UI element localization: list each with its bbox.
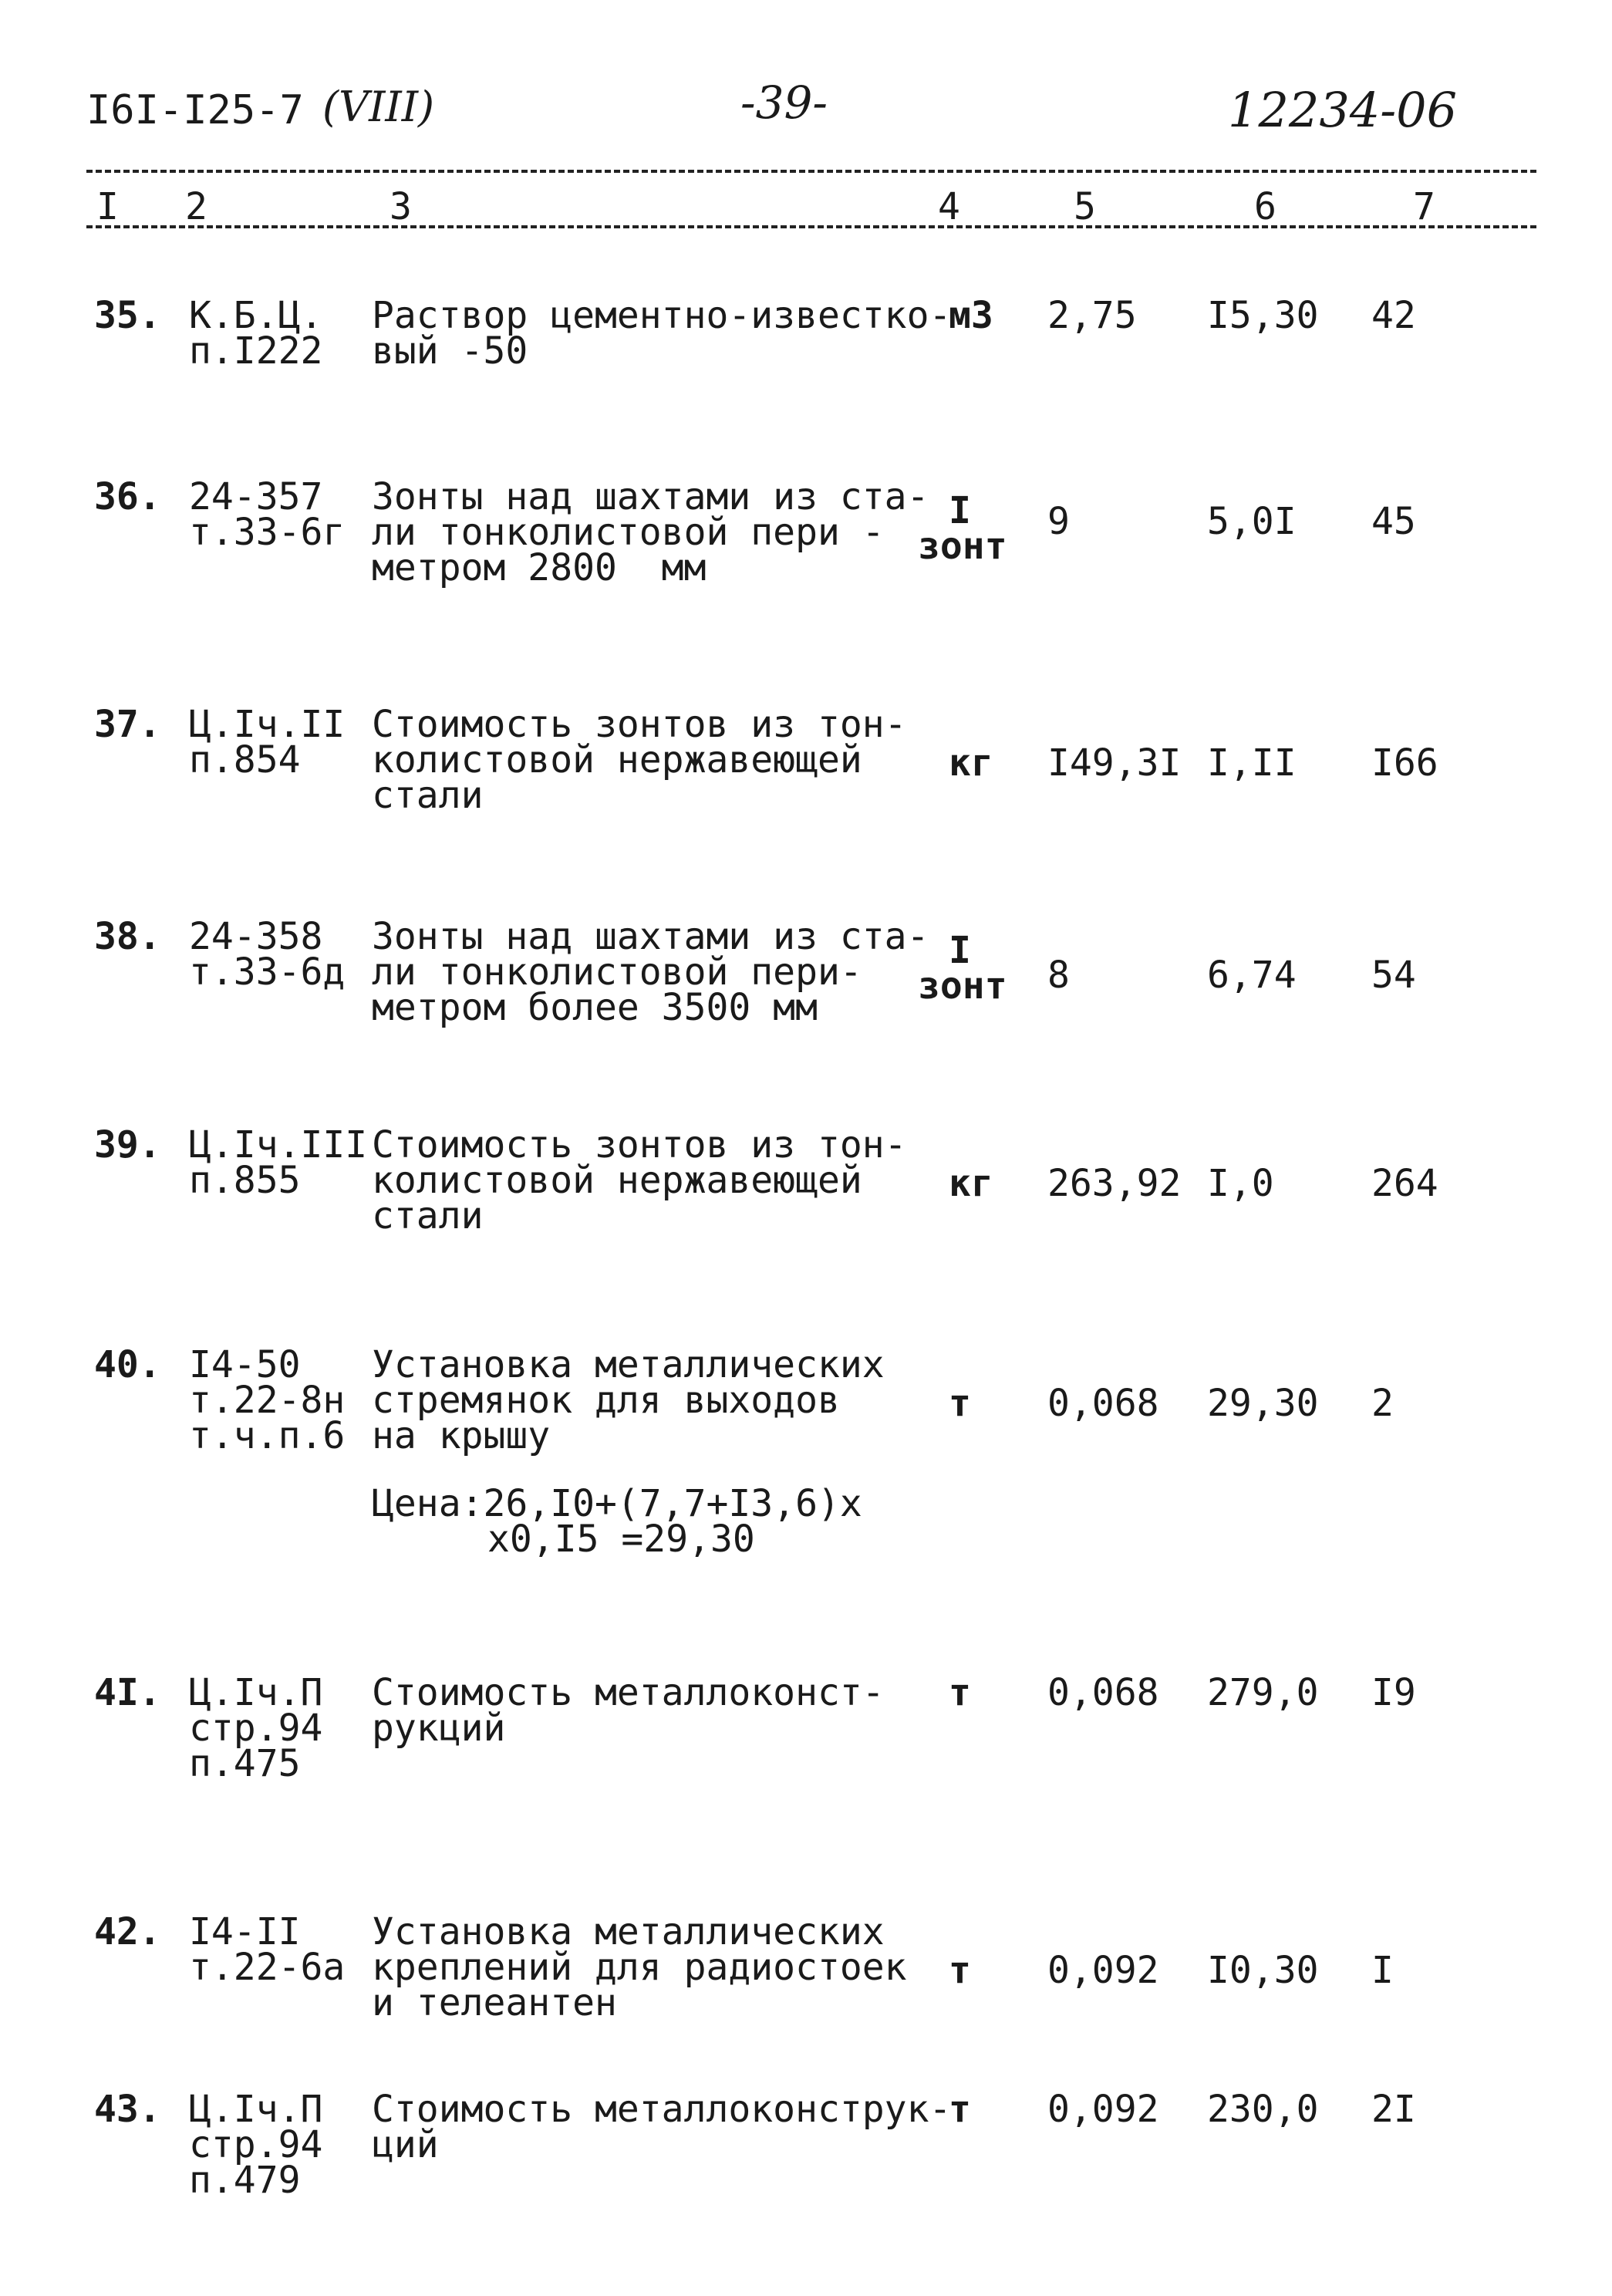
norm-code-line: I4-50 [189, 1343, 301, 1386]
total-cost-value: I9 [1371, 1671, 1416, 1714]
work-description-line: Установка металлических [372, 1343, 885, 1386]
unit-label: т [949, 2088, 971, 2131]
album-number: (VIII) [322, 83, 435, 131]
quantity-value: 9 [1047, 500, 1070, 543]
row-number: 36. [94, 475, 161, 518]
unit-label: зонт [918, 525, 1007, 568]
unit-count: I [949, 929, 971, 972]
norm-code-line: Ц.Iч.II [189, 703, 346, 746]
work-description-line: метром 2800 мм [372, 546, 707, 589]
total-cost-value: 54 [1371, 954, 1416, 997]
total-cost-value: 45 [1371, 500, 1416, 543]
work-description-line: Стоимость металлоконструк- [372, 2088, 952, 2131]
work-description-line: Стоимость зонтов из тон- [372, 703, 907, 746]
work-description-line: колистовой нержавеющей [372, 738, 862, 782]
work-description-line: Зонты над шахтами из ста- [372, 475, 929, 518]
column-number-6: 6 [1254, 185, 1276, 228]
document-number: 12234-06 [1228, 82, 1458, 138]
norm-code-line: т.22-8н [189, 1379, 346, 1422]
column-number-1: I [96, 185, 119, 228]
work-description-line: и телеантен [372, 1981, 617, 2024]
norm-code-line: стр.94 [189, 2123, 323, 2166]
norm-code-line: т.ч.п.6 [189, 1414, 346, 1457]
row-number: 40. [94, 1343, 161, 1386]
work-description-line: Зонты над шахтами из ста- [372, 915, 929, 958]
norm-code-line: 24-358 [189, 915, 323, 958]
quantity-value: 0,068 [1047, 1382, 1159, 1425]
quantity-value: 0,068 [1047, 1671, 1159, 1714]
row-number: 37. [94, 703, 161, 746]
work-description-line: стали [372, 1194, 484, 1237]
unit-count: I [949, 489, 971, 532]
total-cost-value: 2 [1371, 1382, 1394, 1425]
price-calculation-line: Цена:26,I0+(7,7+I3,6)х [372, 1482, 862, 1525]
work-description-line: Стоимость металлоконст- [372, 1671, 885, 1714]
unit-price-value: 29,30 [1207, 1382, 1319, 1425]
unit-label: т [949, 1949, 971, 1992]
quantity-value: 8 [1047, 954, 1070, 997]
work-description-line: Установка металлических [372, 1910, 885, 1953]
norm-code-line: Ц.Iч.П [189, 2088, 323, 2131]
norm-code-line: К.Б.Ц. [189, 294, 323, 337]
total-cost-value: 2I [1371, 2088, 1416, 2131]
unit-label: м3 [949, 294, 993, 337]
work-description-line: Раствор цементно-известко- [372, 294, 952, 337]
work-description-line: стремянок для выходов [372, 1379, 840, 1422]
work-description-line: креплений для радиостоек [372, 1946, 907, 1989]
column-number-2: 2 [185, 185, 207, 228]
total-cost-value: I66 [1371, 741, 1438, 785]
unit-price-value: I,II [1207, 741, 1297, 785]
quantity-value: 0,092 [1047, 1949, 1159, 1992]
work-description-line: Стоимость зонтов из тон- [372, 1123, 907, 1167]
norm-code-line: т.33-6г [189, 511, 346, 554]
quantity-value: 2,75 [1047, 294, 1137, 337]
unit-price-value: I5,30 [1207, 294, 1319, 337]
work-description-line: на крышу [372, 1414, 551, 1457]
unit-label: т [949, 1382, 971, 1425]
norm-code-line: п.854 [189, 738, 301, 782]
column-number-4: 4 [938, 185, 960, 228]
norm-code-line: п.I222 [189, 329, 323, 373]
quantity-value: 0,092 [1047, 2088, 1159, 2131]
norm-code-line: т.22-6а [189, 1946, 346, 1989]
row-number: 38. [94, 915, 161, 958]
unit-price-value: I,0 [1207, 1162, 1274, 1205]
document-code: I6I-I25-7 [86, 87, 304, 133]
work-description-line: рукций [372, 1707, 506, 1750]
column-number-3: 3 [390, 185, 412, 228]
norm-code-line: 24-357 [189, 475, 323, 518]
norm-code-line: Ц.Iч.III [189, 1123, 368, 1167]
page-number: -39- [740, 76, 828, 129]
unit-price-value: 230,0 [1207, 2088, 1319, 2131]
norm-code-line: п.475 [189, 1742, 301, 1785]
norm-code-line: Ц.Iч.П [189, 1671, 323, 1714]
work-description-line: ций [372, 2123, 439, 2166]
work-description-line: метром более 3500 мм [372, 986, 818, 1029]
unit-label: т [949, 1671, 971, 1714]
header-divider [86, 170, 1536, 173]
column-number-7: 7 [1413, 185, 1435, 228]
quantity-value: 263,92 [1047, 1162, 1182, 1205]
total-cost-value: 264 [1371, 1162, 1438, 1205]
unit-price-value: 5,0I [1207, 500, 1297, 543]
unit-price-value: 279,0 [1207, 1671, 1319, 1714]
column-header-divider [86, 225, 1536, 228]
norm-code-line: п.479 [189, 2159, 301, 2202]
unit-price-value: I0,30 [1207, 1949, 1319, 1992]
total-cost-value: I [1371, 1949, 1394, 1992]
row-number: 39. [94, 1123, 161, 1167]
work-description-line: вый -50 [372, 329, 528, 373]
work-description-line: колистовой нержавеющей [372, 1159, 862, 1202]
work-description-line: ли тонколистовой пери- [372, 950, 862, 994]
row-number: 43. [94, 2088, 161, 2131]
row-number: 42. [94, 1910, 161, 1953]
norm-code-line: стр.94 [189, 1707, 323, 1750]
work-description-line: ли тонколистовой пери - [372, 511, 885, 554]
unit-label: кг [949, 1162, 993, 1205]
norm-code-line: п.855 [189, 1159, 301, 1202]
column-number-5: 5 [1074, 185, 1096, 228]
norm-code-line: I4-II [189, 1910, 301, 1953]
row-number: 4I. [94, 1671, 161, 1714]
row-number: 35. [94, 294, 161, 337]
work-description-line: стали [372, 774, 484, 817]
price-calculation-line: х0,I5 =29,30 [487, 1518, 755, 1561]
unit-price-value: 6,74 [1207, 954, 1297, 997]
unit-label: кг [949, 741, 993, 785]
norm-code-line: т.33-6д [189, 950, 346, 994]
unit-label: зонт [918, 964, 1007, 1008]
total-cost-value: 42 [1371, 294, 1416, 337]
quantity-value: I49,3I [1047, 741, 1182, 785]
